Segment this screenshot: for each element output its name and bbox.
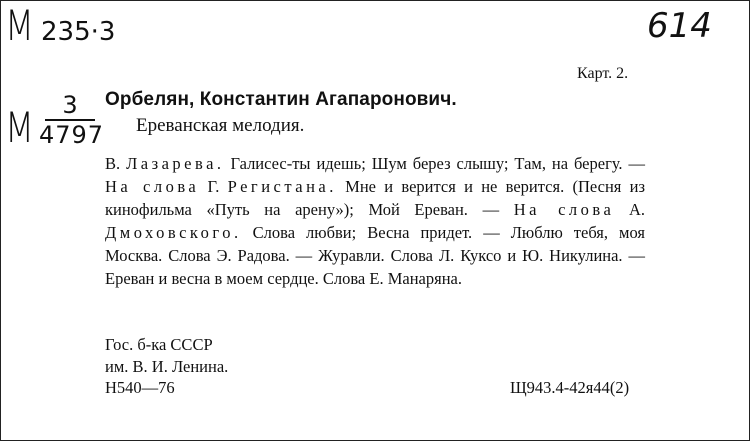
contents-note: [105, 152, 645, 290]
contents-part-6: Регистана.: [227, 177, 337, 196]
contents-part-10: Дмоховского.: [105, 223, 242, 242]
handwritten-fraction-denominator: 4797: [39, 121, 105, 149]
library-stamp: [105, 334, 228, 378]
author-heading: Орбелян, Константин Агапаронович.: [105, 89, 457, 110]
handwritten-corner-number: 614: [647, 6, 712, 46]
contents-part-4: На слова: [105, 177, 200, 196]
catalog-code: Н540—76: [105, 378, 175, 397]
contents-part-7: Мне и верится и не верится. (Песня из кинофильма «Путь на арену»); Мой Ереван. —: [105, 177, 646, 219]
handwritten-shelf-letter: M: [5, 1, 34, 50]
contents-part-2: Лазарева.: [126, 154, 225, 173]
contents-part-8: На слова: [513, 200, 615, 219]
card-number-label: Карт. 2.: [577, 65, 629, 82]
handwritten-fraction-numerator: 3: [62, 91, 78, 119]
work-title: Ереванская мелодия.: [136, 115, 305, 136]
handwritten-shelf-number: 235·3: [41, 17, 116, 47]
library-line-1: Гос. б-ка СССР: [105, 335, 213, 354]
handwritten-shelf-letter-2: M: [5, 103, 34, 152]
contents-part-1: В.: [105, 154, 121, 173]
handwritten-shelf-fraction: [39, 91, 105, 149]
contents-part-11: Слова любви; Весна придет. — Люблю тебя, моя Москва. Слова Э. Радова. — Журавли. Слова Л. Куксо и Ю. Никулина. — Ереван и весна в моем сердце. Слова Е. Манаряна.: [105, 223, 646, 288]
classification-code: Щ943.4-42я44(2): [510, 378, 630, 397]
library-line-2: им. В. И. Ленина.: [105, 357, 229, 376]
contents-part-3: Галисес-ты идешь; Шум берез слышу; Там, на берегу. —: [230, 154, 645, 173]
contents-part-9: А.: [628, 200, 645, 219]
contents-part-5: Г.: [207, 177, 220, 196]
